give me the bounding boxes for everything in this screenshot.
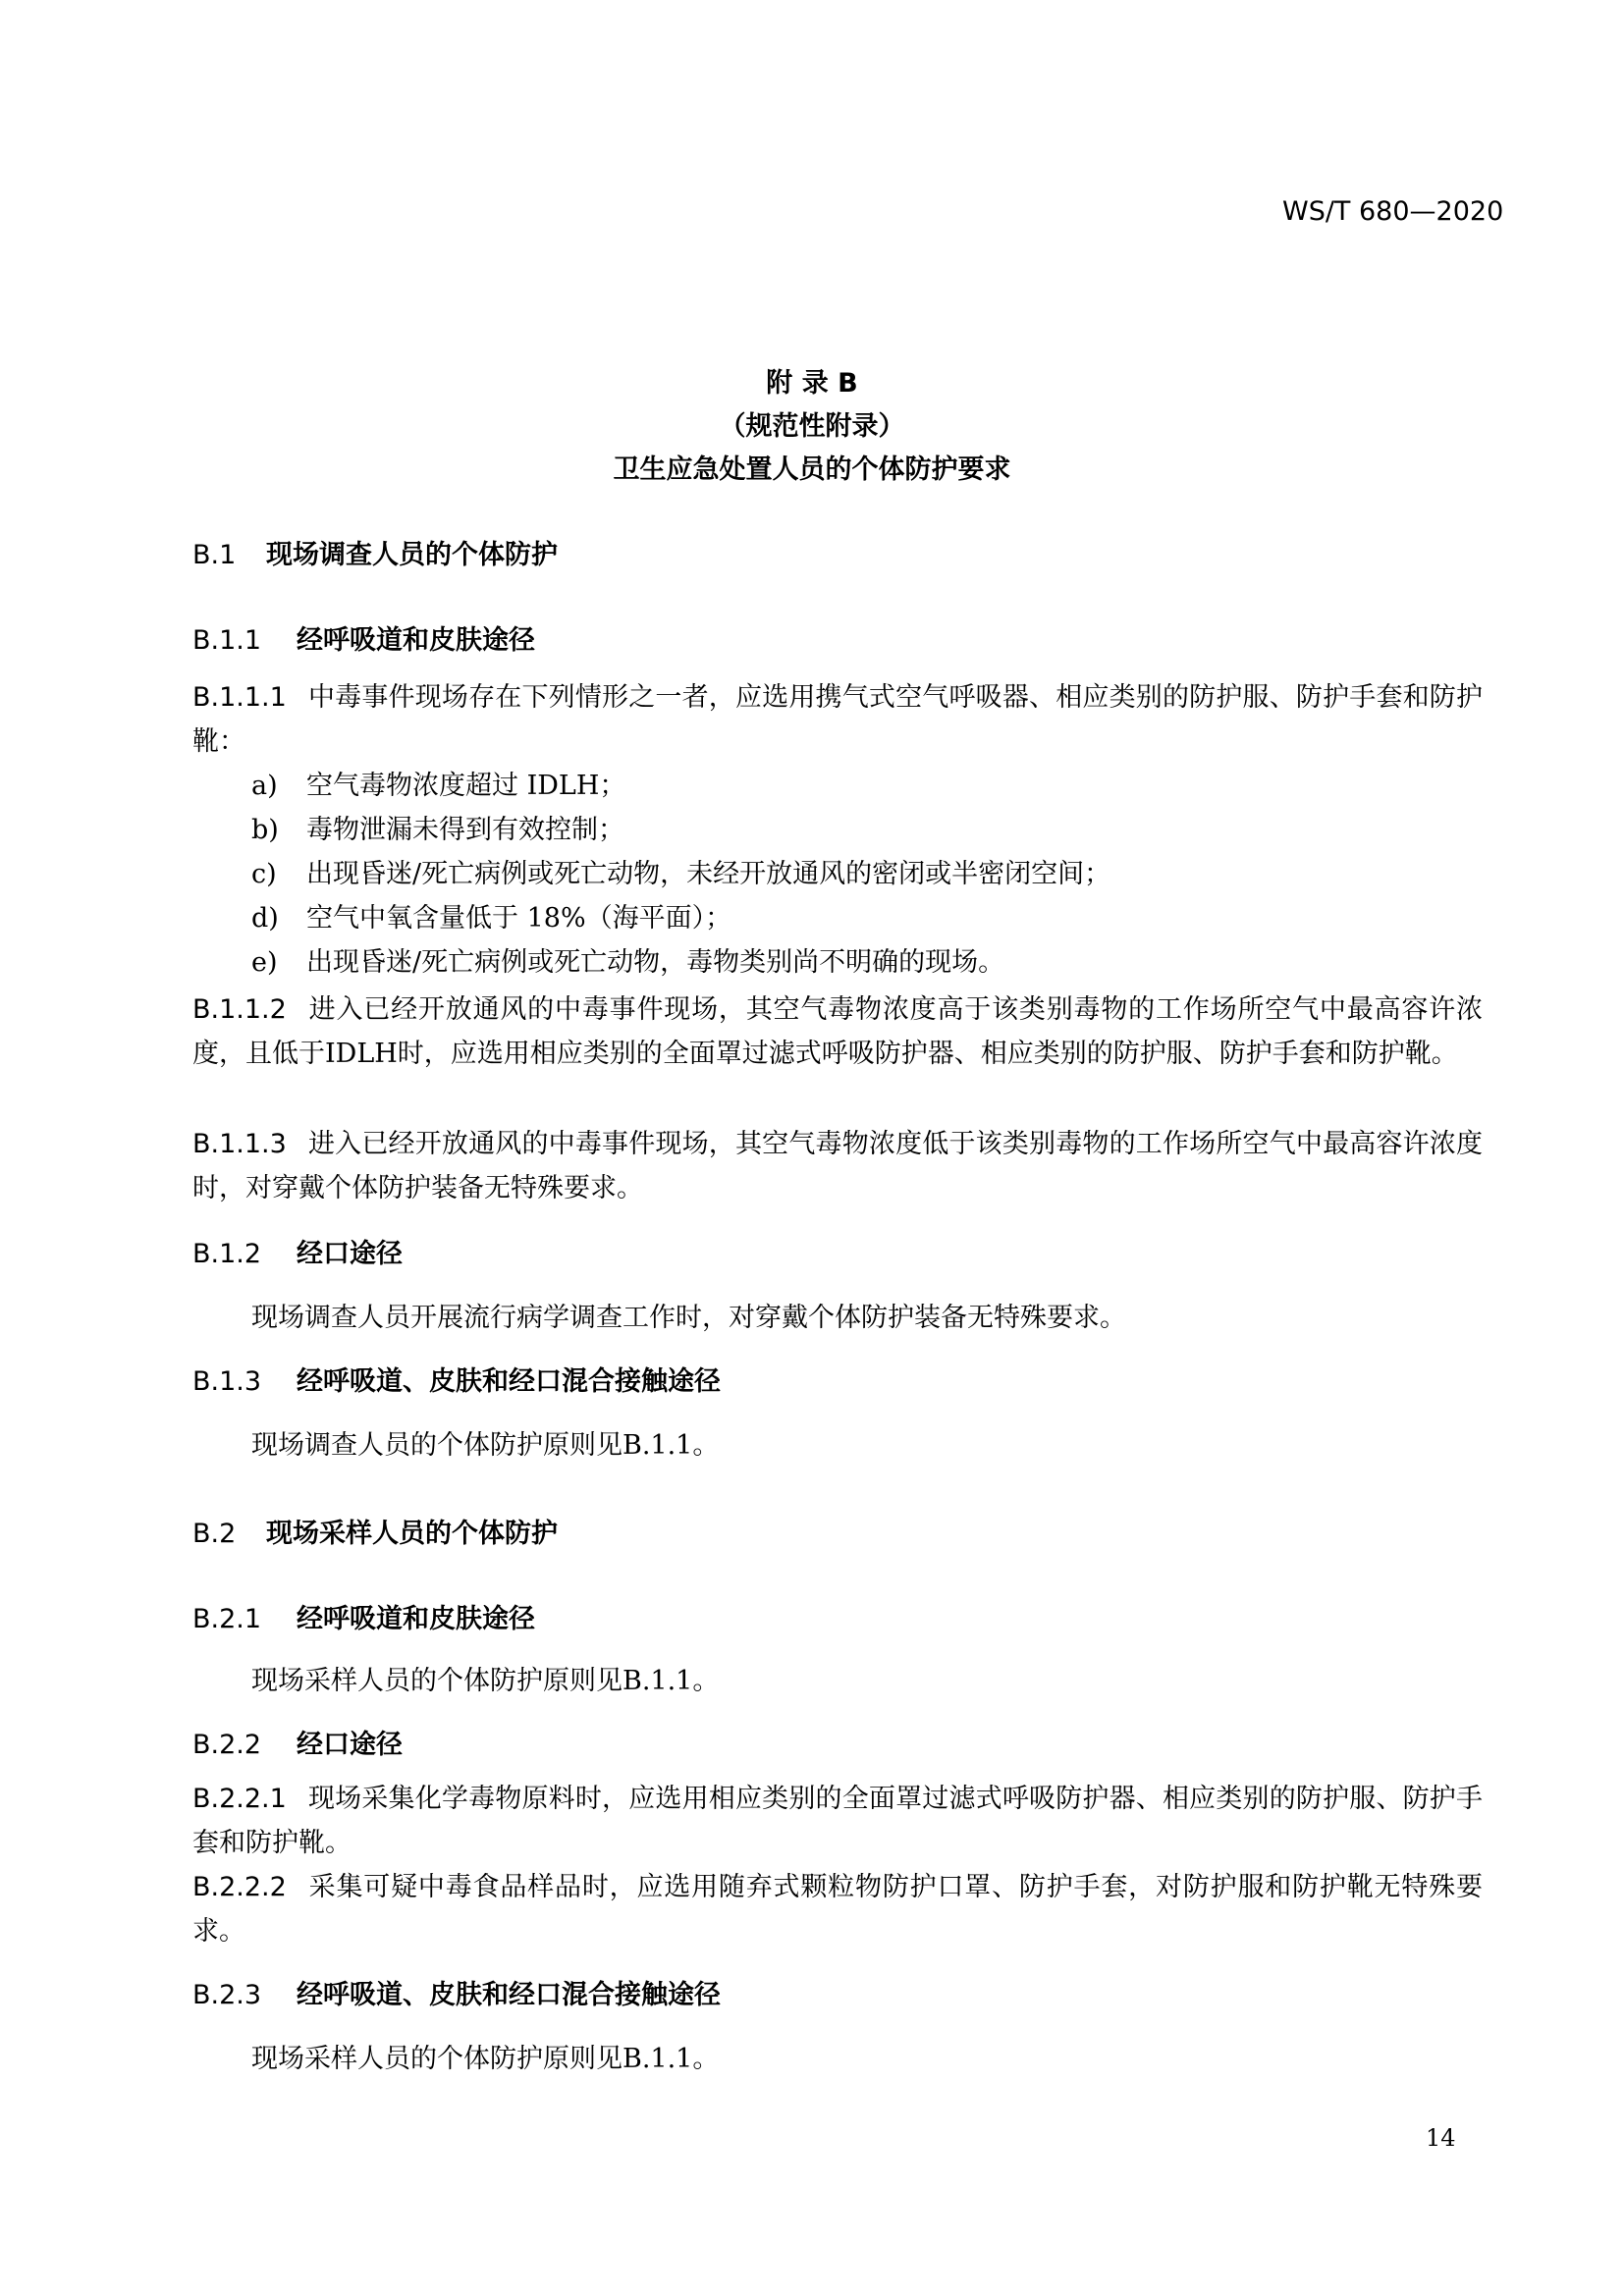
paragraph: 现场调查人员的个体防护原则见B.1.1。 [251, 1430, 720, 1461]
section-heading-b1-2 [192, 1232, 403, 1270]
section-title: 现场调查人员的个体防护 [266, 540, 558, 570]
clause-text: 进入已经开放通风的中毒事件现场，其空气毒物浓度高于该类别毒物的工作场所空气中最高容许浓度，且低于IDLH时，应选用相应类别的全面罩过滤式呼吸防护器、相应类别的防护服、防护手套和防护靴。 [192, 994, 1483, 1069]
section-heading-b1-1 [192, 618, 535, 657]
section-heading-b2 [192, 1512, 558, 1550]
section-heading-b2-1 [192, 1597, 535, 1635]
list-item-text: 空气毒物浓度超过 IDLH； [306, 771, 626, 801]
list-item-label: c) [251, 859, 277, 889]
list-item-label: a) [251, 771, 278, 801]
clause-text: 进入已经开放通风的中毒事件现场，其空气毒物浓度低于该类别毒物的工作场所空气中最高容许浓度时，对穿戴个体防护装备无特殊要求。 [192, 1129, 1483, 1203]
list-item-text: 出现昏迷/死亡病例或死亡动物，未经开放通风的密闭或半密闭空间； [306, 859, 1111, 889]
list-item [251, 852, 1110, 890]
clause-number: B.2.2.2 [192, 1872, 287, 1902]
section-heading-b2-2 [192, 1723, 403, 1761]
section-number: B.2.2 [192, 1730, 262, 1760]
clause-number: B.1.1.3 [192, 1129, 287, 1159]
list-item [251, 808, 624, 846]
clause-b1-1-1 [192, 675, 1483, 764]
annex-type: （规范性附录） [719, 411, 905, 442]
list-item-text: 空气中氧含量低于 18%（海平面）； [306, 903, 732, 934]
section-title: 现场采样人员的个体防护 [266, 1519, 558, 1549]
page-number: 14 [1426, 2124, 1456, 2152]
list-item [251, 896, 731, 934]
clause-text: 采集可疑中毒食品样品时，应选用随弃式颗粒物防护口罩、防护手套，对防护服和防护靴无特殊要求。 [192, 1872, 1483, 1947]
clause-number: B.1.1.1 [192, 682, 287, 713]
clause-text: 中毒事件现场存在下列情形之一者，应选用携气式空气呼吸器、相应类别的防护服、防护手套和防护靴： [192, 682, 1483, 757]
list-item [251, 940, 1004, 979]
clause-b1-1-3 [192, 1122, 1483, 1210]
section-number: B.1 [192, 540, 237, 570]
section-number: B.2.1 [192, 1604, 262, 1634]
section-number: B.1.1 [192, 625, 262, 656]
section-number: B.1.3 [192, 1366, 262, 1397]
clause-number: B.1.1.2 [192, 994, 287, 1025]
section-title: 经口途径 [297, 1239, 403, 1269]
section-title: 经呼吸道和皮肤途径 [297, 1604, 535, 1634]
list-item-text: 出现昏迷/死亡病例或死亡动物，毒物类别尚不明确的现场。 [306, 947, 1005, 978]
list-item-text: 毒物泄漏未得到有效控制； [306, 815, 624, 845]
clause-number: B.2.2.1 [192, 1784, 287, 1814]
list-item [251, 764, 625, 802]
annex-title: 卫生应急处置人员的个体防护要求 [613, 454, 1011, 485]
document-code: WS/T 680—2020 [1282, 196, 1504, 227]
clause-text: 现场采集化学毒物原料时，应选用相应类别的全面罩过滤式呼吸防护器、相应类别的防护服、防护手套和防护靴。 [192, 1784, 1483, 1858]
section-title: 经呼吸道、皮肤和经口混合接触途径 [297, 1980, 721, 2010]
section-heading-b2-3 [192, 1973, 721, 2011]
section-title: 经呼吸道和皮肤途径 [297, 625, 535, 656]
clause-b1-1-2 [192, 988, 1483, 1076]
section-heading-b1-3 [192, 1360, 721, 1398]
section-number: B.2.3 [192, 1980, 262, 2010]
clause-b2-2-1 [192, 1777, 1483, 1865]
annex-label: 附 录 B [766, 368, 858, 399]
list-item-label: b) [251, 815, 279, 845]
list-item-label: e) [251, 947, 278, 978]
section-title: 经口途径 [297, 1730, 403, 1760]
paragraph: 现场调查人员开展流行病学调查工作时，对穿戴个体防护装备无特殊要求。 [251, 1303, 1126, 1333]
section-title: 经呼吸道、皮肤和经口混合接触途径 [297, 1366, 721, 1397]
paragraph: 现场采样人员的个体防护原则见B.1.1。 [251, 1666, 720, 1696]
clause-b2-2-2 [192, 1865, 1483, 1953]
section-number: B.2 [192, 1519, 237, 1549]
section-number: B.1.2 [192, 1239, 262, 1269]
section-heading-b1 [192, 533, 558, 571]
list-item-label: d) [251, 903, 279, 934]
paragraph: 现场采样人员的个体防护原则见B.1.1。 [251, 2044, 720, 2074]
